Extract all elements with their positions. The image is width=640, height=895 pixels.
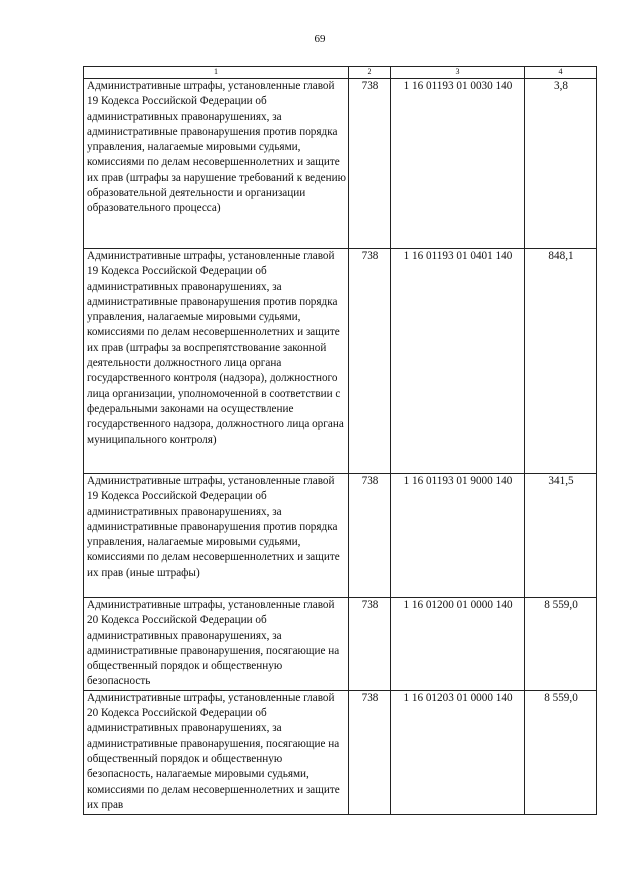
revenue-name-cell: Административные штрафы, установленные главой 20 Кодекса Российской Федерации об административных правонарушениях, за административные правонарушения, посягающие на общественный порядок и общественную безопасность [84, 598, 349, 691]
budget-code-cell: 1 16 01193 01 0401 140 [391, 249, 525, 474]
page-number: 69 [314, 33, 326, 45]
table-row [84, 249, 597, 474]
amount-cell: 341,5 [525, 474, 597, 598]
table-row [84, 598, 597, 691]
amount-cell: 3,8 [525, 79, 597, 249]
column-number: 4 [525, 67, 597, 79]
admin-code-cell: 738 [349, 474, 391, 598]
table-row [84, 474, 597, 598]
column-number: 1 [84, 67, 349, 79]
column-number: 2 [349, 67, 391, 79]
revenue-name-cell: Административные штрафы, установленные главой 19 Кодекса Российской Федерации об административных правонарушениях, за административные правонарушения против порядка управления, налагаемые мировыми судьями, комиссиями по делам несовершеннолетних и защите их прав (иные штрафы) [84, 474, 349, 598]
amount-cell: 848,1 [525, 249, 597, 474]
budget-code-cell: 1 16 01193 01 9000 140 [391, 474, 525, 598]
budget-table [83, 66, 597, 815]
column-number: 3 [391, 67, 525, 79]
admin-code-cell: 738 [349, 598, 391, 691]
column-number-row [84, 67, 597, 79]
admin-code-cell: 738 [349, 79, 391, 249]
revenue-name-cell: Административные штрафы, установленные главой 20 Кодекса Российской Федерации об административных правонарушениях, за административные правонарушения, посягающие на общественный порядок и общественную безопасность, налагаемые мировыми судьями, комиссиями по делам несовершеннолетних и защите их прав [84, 690, 349, 814]
amount-cell: 8 559,0 [525, 690, 597, 814]
table-row [84, 79, 597, 249]
amount-cell: 8 559,0 [525, 598, 597, 691]
budget-code-cell: 1 16 01203 01 0000 140 [391, 690, 525, 814]
revenue-name-cell: Административные штрафы, установленные главой 19 Кодекса Российской Федерации об административных правонарушениях, за административные правонарушения против порядка управления, налагаемые мировыми судьями, комиссиями по делам несовершеннолетних и защите их прав (штрафы за нарушение требований к ведению образовательной деятельности и организации образовательного процесса) [84, 79, 349, 249]
admin-code-cell: 738 [349, 249, 391, 474]
budget-code-cell: 1 16 01200 01 0000 140 [391, 598, 525, 691]
revenue-name-cell: Административные штрафы, установленные главой 19 Кодекса Российской Федерации об административных правонарушениях, за административные правонарушения против порядка управления, налагаемые мировыми судьями, комиссиями по делам несовершеннолетних и защите их прав (штрафы за воспрепятствование законной деятельности должностного лица органа государственного контроля (надзора), должностного лица организации, уполномоченной в соответствии с федеральными законами на осуществление государственного надзора, должностного лица органа муниципального контроля) [84, 249, 349, 474]
admin-code-cell: 738 [349, 690, 391, 814]
table-row [84, 690, 597, 814]
budget-code-cell: 1 16 01193 01 0030 140 [391, 79, 525, 249]
